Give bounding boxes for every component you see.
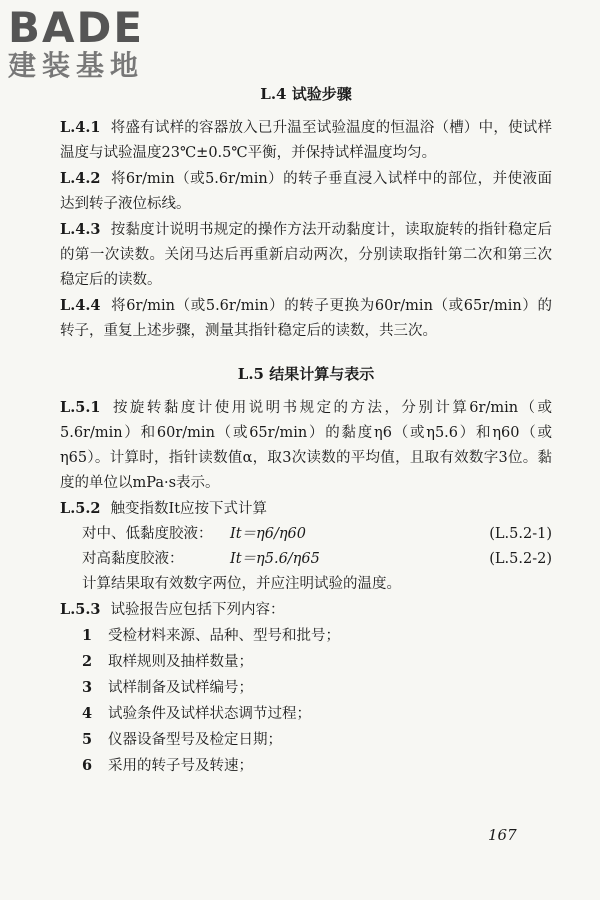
clause-number: L.4.2 <box>60 170 101 187</box>
formula-row <box>60 522 552 547</box>
formula-expression: It＝η6/η60 <box>230 526 306 542</box>
list-number: 1 <box>82 627 93 644</box>
list-text: 试样制备及试样编号； <box>108 680 253 696</box>
list-item <box>60 623 552 649</box>
watermark-logo <box>8 3 145 82</box>
list-number: 3 <box>82 679 93 696</box>
list-item <box>60 753 552 779</box>
list-text: 采用的转子号及转速； <box>108 758 253 774</box>
list-item <box>60 675 552 701</box>
logo-subtitle: 建装基地 <box>8 49 145 82</box>
list-item <box>60 649 552 675</box>
clause-text: 触变指数It应按下式计算 <box>110 501 268 517</box>
document-page <box>60 82 552 779</box>
clause-l4-4 <box>60 293 552 344</box>
list-text: 试验条件及试样状态调节过程； <box>108 706 311 722</box>
formula-expression: It＝η5.6/η65 <box>230 551 320 567</box>
list-number: 6 <box>82 757 93 774</box>
section-heading-l5: L.5 结果计算与表示 <box>237 365 375 383</box>
list-text: 仪器设备型号及检定日期； <box>108 732 282 748</box>
clause-number: L.4.1 <box>60 119 101 136</box>
list-number: 4 <box>82 705 93 722</box>
formula-number: (L.5.2-1) <box>489 526 552 542</box>
clause-text: 按黏度计说明书规定的操作方法开动黏度计，读取旋转的指针稳定后的第一次读数。关闭马达后再重新启动两次，分别读取指针第二次和第三次稳定后的读数。 <box>60 222 552 288</box>
clause-l5-2 <box>60 496 552 522</box>
section-heading-l4: L.4 试验步骤 <box>260 85 352 103</box>
clause-number: L.5.2 <box>60 500 101 517</box>
clause-number: L.5.1 <box>60 399 101 416</box>
list-number: 2 <box>82 653 93 670</box>
clause-l4-3 <box>60 217 552 293</box>
formula-label: 对中、低黏度胶液： <box>82 526 213 542</box>
list-text: 受检材料来源、品种、型号和批号； <box>108 628 340 644</box>
clause-text: 将6r/min（或5.6r/min）的转子更换为60r/min（或65r/min）的转子，重复上述步骤，测量其指针稳定后的读数，共三次。 <box>60 298 552 339</box>
clause-text: 将6r/min（或5.6r/min）的转子垂直浸入试样中的部位，并使液面达到转子液位标线。 <box>60 171 552 212</box>
list-item <box>60 701 552 727</box>
clause-text: 将盛有试样的容器放入已升温至试验温度的恒温浴（槽）中，使试样温度与试验温度23℃±0.5℃平衡，并保持试样温度均匀。 <box>60 120 552 161</box>
clause-number: L.5.3 <box>60 601 101 618</box>
formula-label: 对高黏度胶液： <box>82 551 184 567</box>
clause-number: L.4.3 <box>60 221 101 238</box>
logo-text: BADE <box>8 3 145 52</box>
clause-l4-2 <box>60 166 552 217</box>
list-item <box>60 727 552 753</box>
clause-l4-1 <box>60 115 552 166</box>
list-text: 取样规则及抽样数量； <box>108 654 253 670</box>
clause-number: L.4.4 <box>60 297 101 314</box>
clause-l5-1 <box>60 395 552 496</box>
formula-note: 计算结果取有效数字两位，并应注明试验的温度。 <box>82 576 401 592</box>
clause-l5-3 <box>60 597 552 623</box>
formula-row <box>60 547 552 572</box>
page-number: 167 <box>488 826 517 844</box>
formula-number: (L.5.2-2) <box>489 551 552 567</box>
list-number: 5 <box>82 731 93 748</box>
clause-text: 试验报告应包括下列内容： <box>110 602 285 618</box>
clause-text: 按旋转黏度计使用说明书规定的方法，分别计算6r/min（或5.6r/min）和60r/min（或65r/min）的黏度η6（或η5.6）和η60（或η65）。计算时，指针读数值α，取3次读数的平均值，且取有效数字3位。黏度的单位以mPa·s表示。 <box>60 400 552 491</box>
